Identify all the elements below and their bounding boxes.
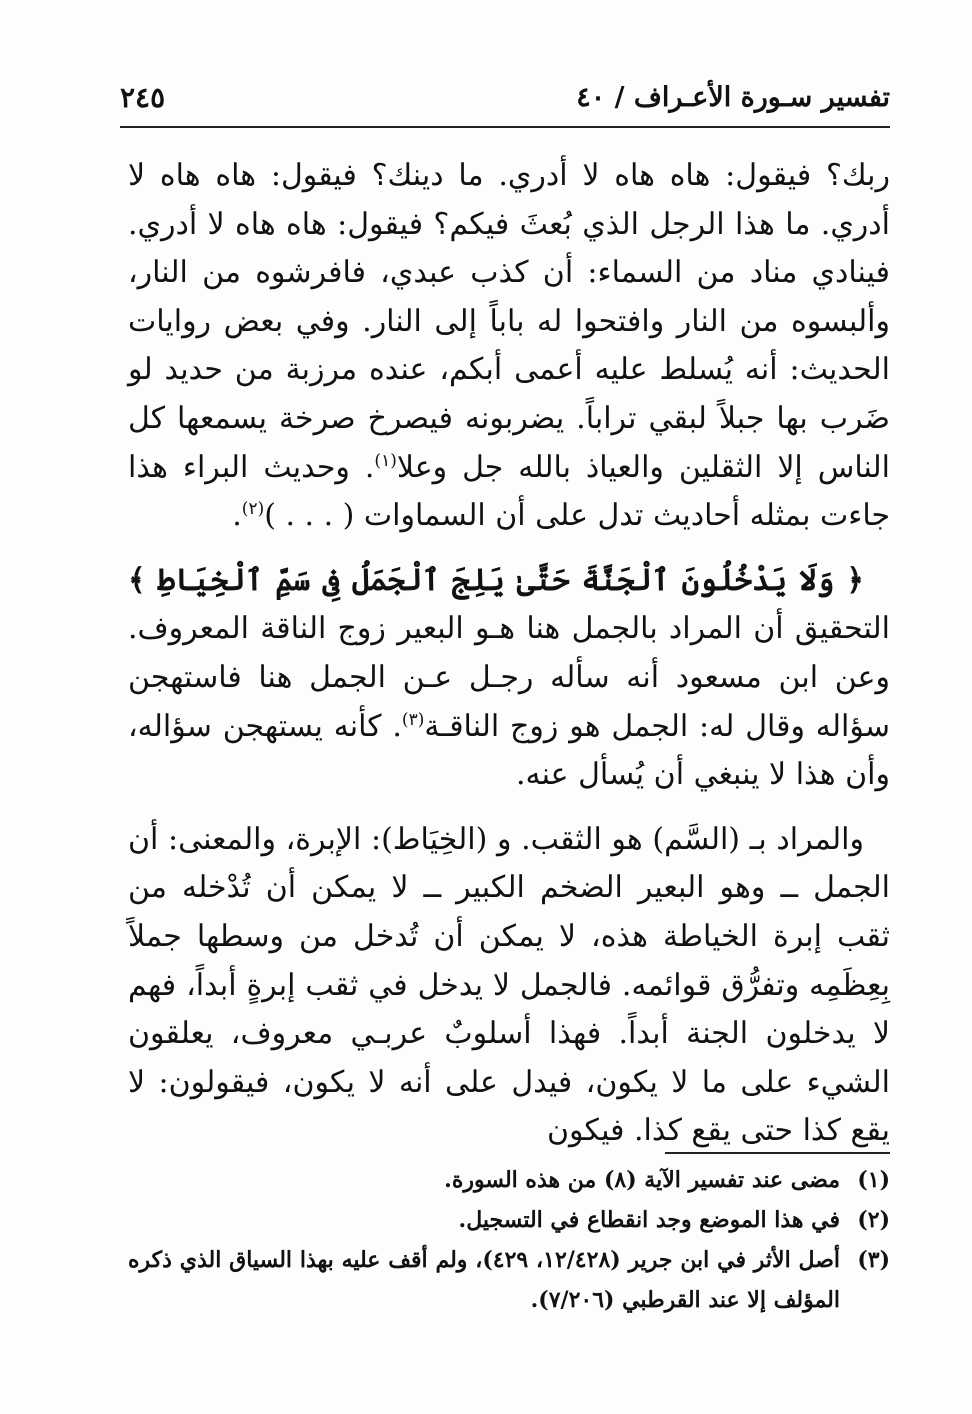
footnote-text: في هذا الموضع وجد انقطاع في التسجيل. [458, 1207, 840, 1233]
footnote-ref-3[interactable]: (٣) [401, 709, 425, 730]
page-header [120, 78, 890, 118]
paragraph-1-text: ربك؟ فيقول: هاه هاه لا أدري. ما دينك؟ فيقول: هاه هاه لا أدري. ما هذا الرجل الذي بُعثَ فيكم؟ فيقول: هاه هاه لا أدري. فينادي مناد من السماء: أن كذب عبدي، فافرشوه من النار، وألبسوه من النار وافتحوا له باباً إلى النار. وفي بعض روايات الحديث: أنه يُسلط عليه أعمى أبكم، عنده مرزبة من حديد لو ضَرب بها جبلاً لبقي تراباً. يضربونه فيصرخ صرخة يسمعها كل الناس إلا الثقلين والعياذ بالله جل وعلا [128, 158, 891, 485]
footnote-3 [128, 1240, 890, 1320]
quran-verse: ﴿ وَلَا يَدْخُلُونَ ٱلْجَنَّةَ حَتَّىٰ يَلِجَ ٱلْجَمَلُ فِى سَمِّ ٱلْخِيَاطِ ﴾ [128, 562, 864, 598]
running-title: تفسير سـورة الأعـراف / ٤٠ [576, 82, 890, 113]
paragraph-2-text: التحقيق أن المراد بالجمل هنا هـو البعير زوج الناقة المعروف. وعن ابن مسعود أنه سأله رجـل عـن الجمل هنا فاستهجن سؤاله وقال له: الجمل هو زوج الناقـة [128, 611, 890, 744]
main-text [128, 152, 890, 1156]
footnote-text: مضى عند تفسير الآية (٨) من هذه السورة. [444, 1167, 840, 1193]
paragraph-3-text: والمراد بـ (السَّم) هو الثقب. و (الخِيَاط): الإبرة، والمعنى: أن الجمل ــ وهو البعير الضخم الكبير ــ لا يمكن أن تُدْخله من ثقب إبرة الخياطة هذه، لا يمكن أن تُدخل من وسطها جملاً بِعِظَمِه وتفرُّق قوائمه. فالجمل لا يدخل في ثقب إبرةٍ أبداً، فهم لا يدخلون الجنة أبداً. فهذا أسلوبٌ عربـي معروف، يعلقون الشيء على ما لا يكون، فيدل على أنه لا يكون، فيقولون: لا يقع كذا حتى يقع كذا. فيكون [128, 821, 890, 1149]
header-divider [120, 126, 890, 128]
footnote-1 [128, 1160, 890, 1200]
footnote-ref-1[interactable]: (١) [374, 450, 397, 471]
paragraph-3 [128, 816, 890, 1156]
paragraph-1-continued: . وحديث البراء هذا جاءت بمثله أحاديث تدل على أن السماوات ( . . . ) [128, 449, 890, 534]
paragraph-1-end: . [232, 498, 242, 534]
footnote-number: (١) [857, 1167, 890, 1193]
paragraph-1 [128, 152, 890, 541]
footnote-2 [128, 1200, 890, 1240]
footnotes [128, 1160, 890, 1320]
paragraph-2 [128, 557, 890, 800]
page-number: ٢٤٥ [120, 81, 166, 114]
paragraph-2-end: . كأنه يستهجن سؤاله، وأن هذا لا ينبغي أن يُسأل عنه. [128, 708, 890, 793]
footnote-ref-2[interactable]: (٢) [241, 499, 265, 520]
footnote-divider [665, 1152, 890, 1154]
footnote-text: أصل الأثر في ابن جرير (١٢/٤٢٨، ٤٢٩)، ولم أقف عليه بهذا السياق الذي ذكره المؤلف إلا عند القرطبي (٧/٢٠٦). [128, 1247, 840, 1313]
footnote-number: (٣) [857, 1247, 890, 1273]
footnote-number: (٢) [857, 1207, 890, 1233]
